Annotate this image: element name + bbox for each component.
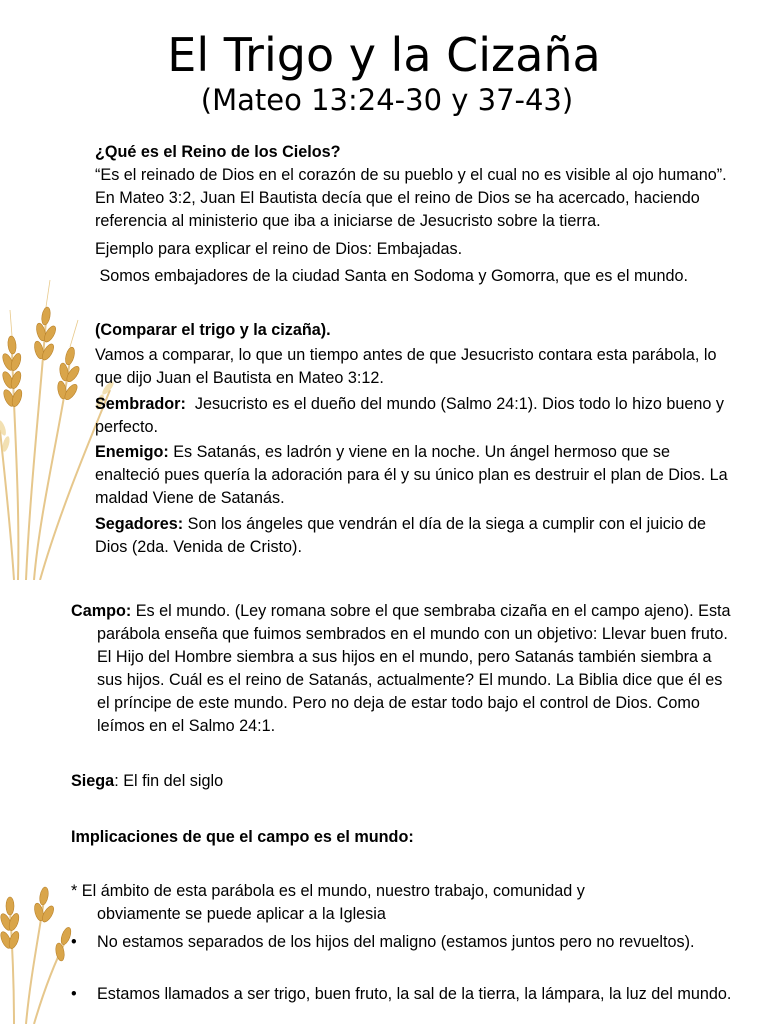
siega-label: Siega xyxy=(71,772,115,790)
sembrador-text: Jesucristo es el dueño del mundo (Salmo 24:1). Dios todo lo hizo bueno y perfecto. xyxy=(95,395,729,436)
compare-heading: (Comparar el trigo y la cizaña). xyxy=(95,321,331,339)
page-title: El Trigo y la Cizaña xyxy=(167,28,601,82)
kingdom-question: ¿Qué es el Reino de los Cielos? xyxy=(95,143,341,161)
sembrador-label: Sembrador: xyxy=(95,395,186,413)
enemigo-label: Enemigo: xyxy=(95,443,169,461)
embassy-example: Ejemplo para explicar el reino de Dios: Embajadas. xyxy=(95,240,463,258)
kingdom-definition: “Es el reinado de Dios en el corazón de su pueblo y el cual no es visible al ojo humano”. En Mateo 3:2, Juan El Bautista decía que el reino de Dios se ha acercado, haciendo referencia al ministerio que iba a iniciarse de Jesucristo sobre la tierra. xyxy=(95,166,727,230)
implications-heading: Implicaciones de que el campo es el mundo: xyxy=(71,828,414,846)
page-subtitle: (Mateo 13:24-30 y 37-43) xyxy=(200,83,574,117)
campo-text: Es el mundo. (Ley romana sobre el que sembraba cizaña en el campo ajeno). Esta parábola enseña que fuimos sembrados en el mundo con un objetivo: Llevar buen fruto. El Hijo del Hombre siembra a sus hijos en el mundo, pero Satanás también siembra a sus hijos. Cuál es el reino de Satanás, actualmente? El mundo. La Biblia dice que él es el príncipe de este mundo. Pero no deja de estar todo bajo el control de Dios. Como leímos en el Salmo 24:1. xyxy=(97,602,731,735)
bullet-icon: • xyxy=(71,933,77,951)
bullet-text: Estamos llamados a ser trigo, buen fruto, la sal de la tierra, la lámpara, la luz del mundo. xyxy=(97,985,732,1003)
segadores-paragraph xyxy=(95,513,735,559)
enemigo-text: Es Satanás, es ladrón y viene en la noche. Un ángel hermoso que se enalteció pues quería la adoración para él y su único plan es destruir el plan de Dios. La maldad Viene de Satanás. xyxy=(95,443,728,507)
sembrador-paragraph xyxy=(95,393,735,439)
compare-intro: Vamos a comparar, lo que un tiempo antes de que Jesucristo contara esta parábola, lo que dijo Juan el Bautista en Mateo 3:12. xyxy=(95,346,717,387)
campo-label: Campo: xyxy=(71,602,132,620)
segadores-label: Segadores: xyxy=(95,515,184,533)
campo-paragraph xyxy=(71,600,731,738)
bullet-text: No estamos separados de los hijos del maligno (estamos juntos pero no revueltos). xyxy=(97,933,695,951)
siega-text: : El fin del siglo xyxy=(114,772,224,790)
ambassadors-text: Somos embajadores de la ciudad Santa en Sodoma y Gomorra, que es el mundo. xyxy=(95,267,688,285)
siega-paragraph xyxy=(71,770,731,793)
implication-first: * El ámbito de esta parábola es el mundo, nuestro trabajo, comunidad y obviamente se puede aplicar a la Iglesia xyxy=(71,882,585,923)
segadores-text: Son los ángeles que vendrán el día de la siega a cumplir con el juicio de Dios (2da. Venida de Cristo). xyxy=(95,515,707,556)
bullet-icon: • xyxy=(71,985,77,1003)
enemigo-paragraph xyxy=(95,441,735,510)
